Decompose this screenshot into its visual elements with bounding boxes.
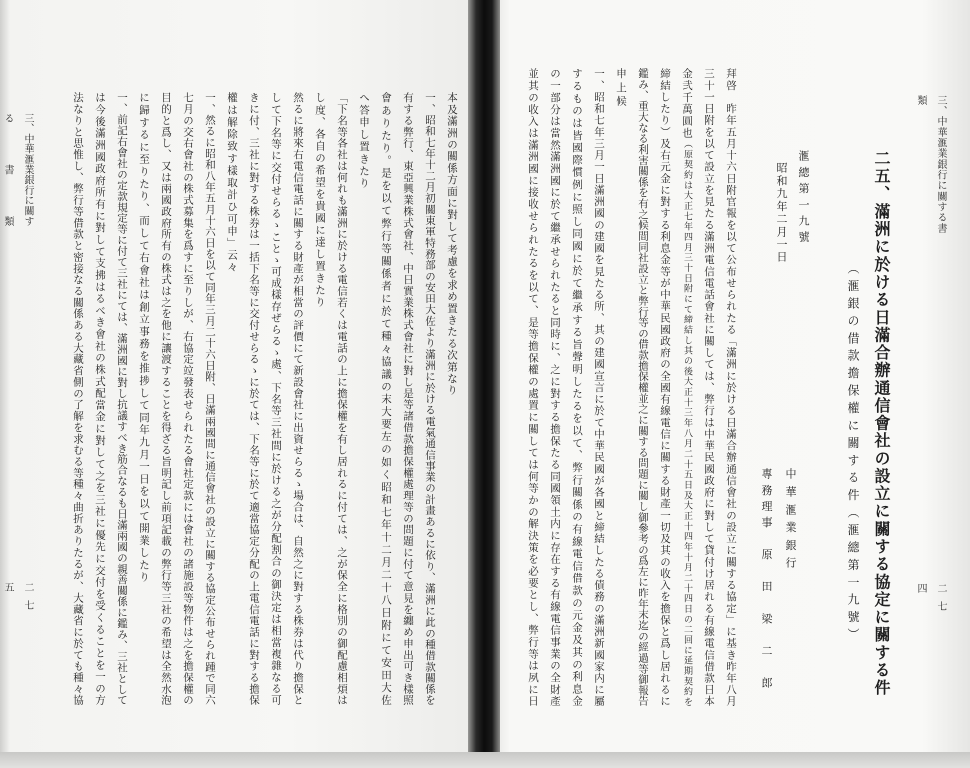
page-bottom-edge <box>0 752 970 768</box>
body-column: するものは皆國際慣例に照し同國に於て繼承する旨聲明したるを以て、弊行關係の有線電信借款の元金及其の利息金 <box>571 68 583 706</box>
body-column: 申上候 <box>615 68 627 106</box>
body-column <box>677 68 697 706</box>
body-column: 本及滿洲の關係方面に對して考慮を求め置きたる次第なり <box>446 92 458 395</box>
body-column: 會ありたり。是を以て弊行等關係者に於て種々協議の末大要左の如く昭和七年十二月二十八日附にて安田大佐 <box>380 92 392 705</box>
running-head-left: 三、中華滙業銀行に關する書類 <box>2 113 33 226</box>
body-column: 拜啓 昨年五月十六日附官報を以て公布せられたる「滿洲に於ける日滿合辦通信會社の設立に關する協定」に基き昨年八月 <box>725 68 737 706</box>
body-column: に歸するに至りたり、而して右會社は創立事務を推捗して同年九月一日を以て開業したり <box>138 92 150 582</box>
body-column: 並其の收入は滿洲國に接收せられたるを以て、是等擔保權の處置に關しては何等かの解決策を必要とし、弊行等は夙に日 <box>527 68 539 707</box>
body-column: 有する弊行、東亞興業株式會社、中日實業株式會社に對し是等諸借款擔保權處理等の問題に付て意見を纏め申出可き樣照 <box>402 92 414 705</box>
body-column: 鑑み、重大なる利害關係を有之候間同社設立と弊行等の借款擔保權並之に關する問題に關し御參考の爲左に昨年末迄の經過等御報告 <box>637 68 649 707</box>
body-column: 法なりと思惟し、弊行等借款と密接なる關係ある大藏省側の了解を求むる等種々曲折ありたるが、大藏省に於ても種々協 <box>72 92 84 705</box>
body-column: 「下名等各社は何れも滿洲に於ける電信若くは電話の上に擔保權を有し居れるに付ては、之が保全に格別の御配慮相煩は <box>336 92 348 705</box>
body-column: へ答申し置きたり <box>358 92 370 188</box>
sender-organization: 中華滙業銀行 <box>784 468 797 568</box>
body-column: し度、各自の希望を貴國に達し置きたり <box>314 92 326 307</box>
body-column: は今後滿洲國政府所有に對して支拂はるべき會社の株式配當金に對して之を三社に優先に交付を受くることを一の方 <box>94 92 106 705</box>
body-column: 目的と爲し、又は兩國政府所有の株式は之を他に讓渡することを得ざる旨明記し前項記載の弊行等三社の希望は全然水泡 <box>160 92 172 705</box>
body-column: して下名等に交付せらるゝことゝ可成樣存ぜらるゝ處、下名等三社間に於ける之が分配割合の御決定は相當複雜なる可 <box>270 92 282 705</box>
body-column: 締結したり）及右元金に對する利息金等が中華民國政府の全國有線電信に關する財產一切及其の收入を擔保と爲し居れるに <box>659 68 671 706</box>
body-column: 一、然るに昭和八年五月十六日を以て同年三月二十六日附、日滿兩國間に通信會社の設立に關する協定公布せられ踵で同六 <box>204 92 216 705</box>
sender-name: 專務理事 原 田 梁 二 郎 <box>760 468 773 688</box>
body-column: 一、前記右會社の定款規定等に付て三社にては、滿洲國に對し抗議すべき筋合なるも日滿兩國の親善關係に鑑み、三社として <box>116 92 128 705</box>
page-number-left: 二七五 <box>2 582 33 610</box>
parenthetical-note: （原契約は大正七年四月三十日附にて締結し其の後大正十三年八月二十五日及大正十四年十月二十四日の二回に延期契約を <box>682 139 692 707</box>
body-column: 三十一日附を以て設立を見たる滿洲電信電話會社に關しては、弊行は中華民國政府に對して貸付け居れる有線電信借款日本 <box>703 68 715 706</box>
body-column: きに付、三社に對する株券は一括下名等に交付せらるゝに於ては、下名等に於て適當協定分配の上電信電話に對する擔保 <box>248 92 260 705</box>
document-subtitle: （滙銀の借款擔保權に關する件（滙總第一九號） <box>846 262 860 640</box>
body-column: 一、昭和七年三月一日滿洲國の建國を見たる所、其の建國宣言に於て中華民國が各國と締結したる債務の滿洲新國家内に屬 <box>593 68 605 706</box>
body-column: 七月の交右會社の株式募集を爲すに至りしが、右協定竝發表せられたる會社定款には會社の諸施設等物件は之を擔保權の <box>182 92 194 705</box>
body-column: 權は解除致す樣取計ひ可申」云々 <box>226 92 238 272</box>
body-text: 金弐千萬圓也 <box>681 68 693 139</box>
body-column: の一部分は當然滿洲國に於て繼承せられたると同時に、之に對する擔保たる同國領土内に存在する有線電信事業の全財產 <box>549 68 561 706</box>
body-column: 一、昭和七年十二月初關東軍特務部の安田大佐より滿洲に於ける電氣通信事業の計畫あるに依り、滿洲に此の種借款關係を <box>424 92 436 706</box>
book-gutter <box>468 0 500 768</box>
body-column: 然るに將來右電信電話に關する財產が相當の評價にて新設會社に出資せらるゝ場合は、自然之に對する株券は代り擔保と <box>292 92 304 705</box>
page-number-right: 二七四 <box>915 583 946 611</box>
running-head-right: 三、中華滙業銀行に關する書類 <box>915 95 946 233</box>
letter-date: 昭和九年二月一日 <box>775 162 788 262</box>
reference-number: 滙總第一九號 <box>797 150 810 242</box>
document-title: 二五、滿洲に於ける日滿合辦通信會社の設立に關する協定に關する件 <box>872 150 891 695</box>
